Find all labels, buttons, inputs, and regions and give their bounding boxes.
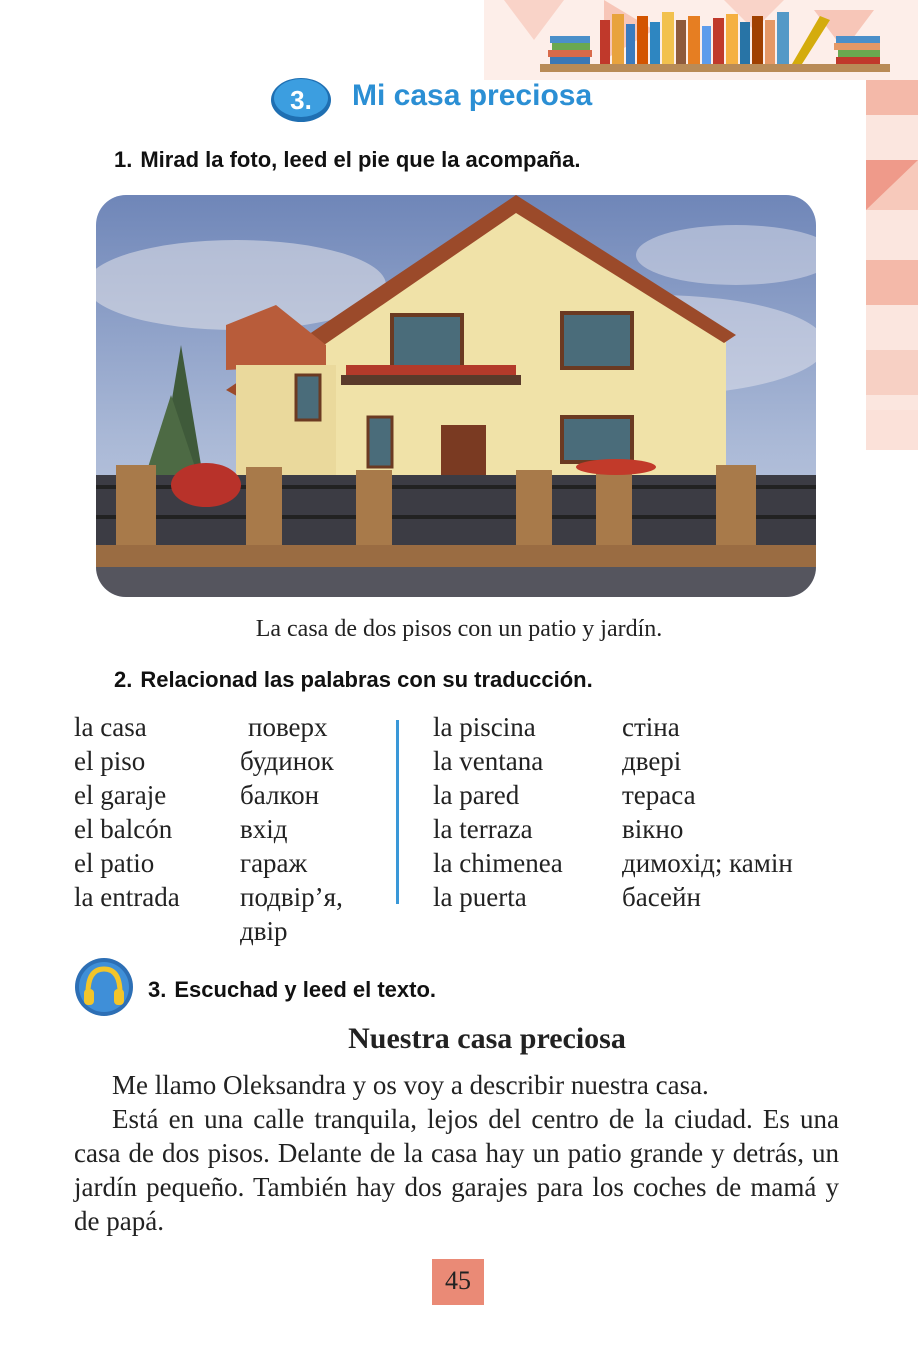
vocab-left-ukrainian-column: [240, 710, 343, 948]
vocab-translation: будинок: [240, 746, 334, 776]
vocab-right-spanish-column: [433, 710, 563, 914]
lesson-title: Mi casa preciosa: [352, 79, 593, 112]
page-number: 45: [432, 1259, 484, 1305]
vocab-word: la terraza: [433, 814, 533, 844]
reading-paragraph: Está en una calle tranquila, lejos del centro de la ciudad. Es una casa de dos pisos. Delante de la casa hay un patio grande y detrás, un jardín pequeño. También hay dos garajes para los coches de mamá y de papá.: [74, 1104, 839, 1236]
headphones-icon: [74, 957, 134, 1017]
vocab-translation: балкон: [240, 780, 320, 810]
vocab-word: el piso: [74, 746, 146, 776]
task-2-text: Relacionad las palabras con su traducción.: [140, 667, 593, 692]
vocab-right-ukrainian-column: [622, 710, 793, 914]
lesson-number-badge: [270, 76, 332, 124]
vocab-translation: вікно: [622, 814, 684, 844]
lesson-number: 3.: [290, 85, 312, 115]
vocab-word: la entrada: [74, 882, 180, 912]
vocab-word: la pared: [433, 780, 520, 810]
vocab-divider: [396, 720, 399, 904]
reading-title: Nuestra casa preciosa: [348, 1022, 626, 1055]
vocab-word: el garaje: [74, 780, 167, 810]
house-photo: [96, 195, 816, 597]
vocab-word: la piscina: [433, 712, 536, 742]
vocab-translation: гараж: [240, 848, 308, 878]
vocab-word: el patio: [74, 848, 155, 878]
task-1-text: Mirad la foto, leed el pie que la acompaña.: [140, 147, 581, 172]
bookshelf-icon: [540, 6, 890, 72]
photo-caption: La casa de dos pisos con un patio y jardín.: [255, 616, 663, 642]
vocab-left-spanish-column: [74, 710, 180, 914]
reading-body: [74, 1068, 839, 1238]
vocab-translation: стіна: [622, 712, 680, 742]
task-2-instruction: [114, 667, 593, 693]
vocab-translation: двері: [622, 746, 682, 776]
vocab-word: la chimenea: [433, 848, 563, 878]
vocab-translation: двір: [240, 916, 288, 946]
task-1-number: 1.: [114, 147, 133, 172]
task-1-instruction: [114, 147, 580, 173]
vocab-word: la puerta: [433, 882, 527, 912]
vocab-word: el balcón: [74, 814, 173, 844]
task-3-text: Escuchad y leed el texto.: [174, 977, 437, 1002]
task-3-number: 3.: [148, 977, 167, 1002]
task-2-number: 2.: [114, 667, 133, 692]
vocab-translation: поверх: [248, 712, 328, 742]
vocab-translation: басейн: [622, 882, 701, 912]
vocab-translation: подвір’я,: [240, 882, 343, 912]
vocab-word: la casa: [74, 712, 147, 742]
reading-paragraph: Me llamo Oleksandra y os voy a describir nuestra casa.: [112, 1070, 709, 1100]
vocab-translation: вхід: [240, 814, 288, 844]
vocab-translation: тераса: [622, 780, 696, 810]
task-3-instruction: [148, 977, 436, 1003]
vocab-translation: димохід; камін: [622, 848, 793, 878]
vocab-word: la ventana: [433, 746, 544, 776]
